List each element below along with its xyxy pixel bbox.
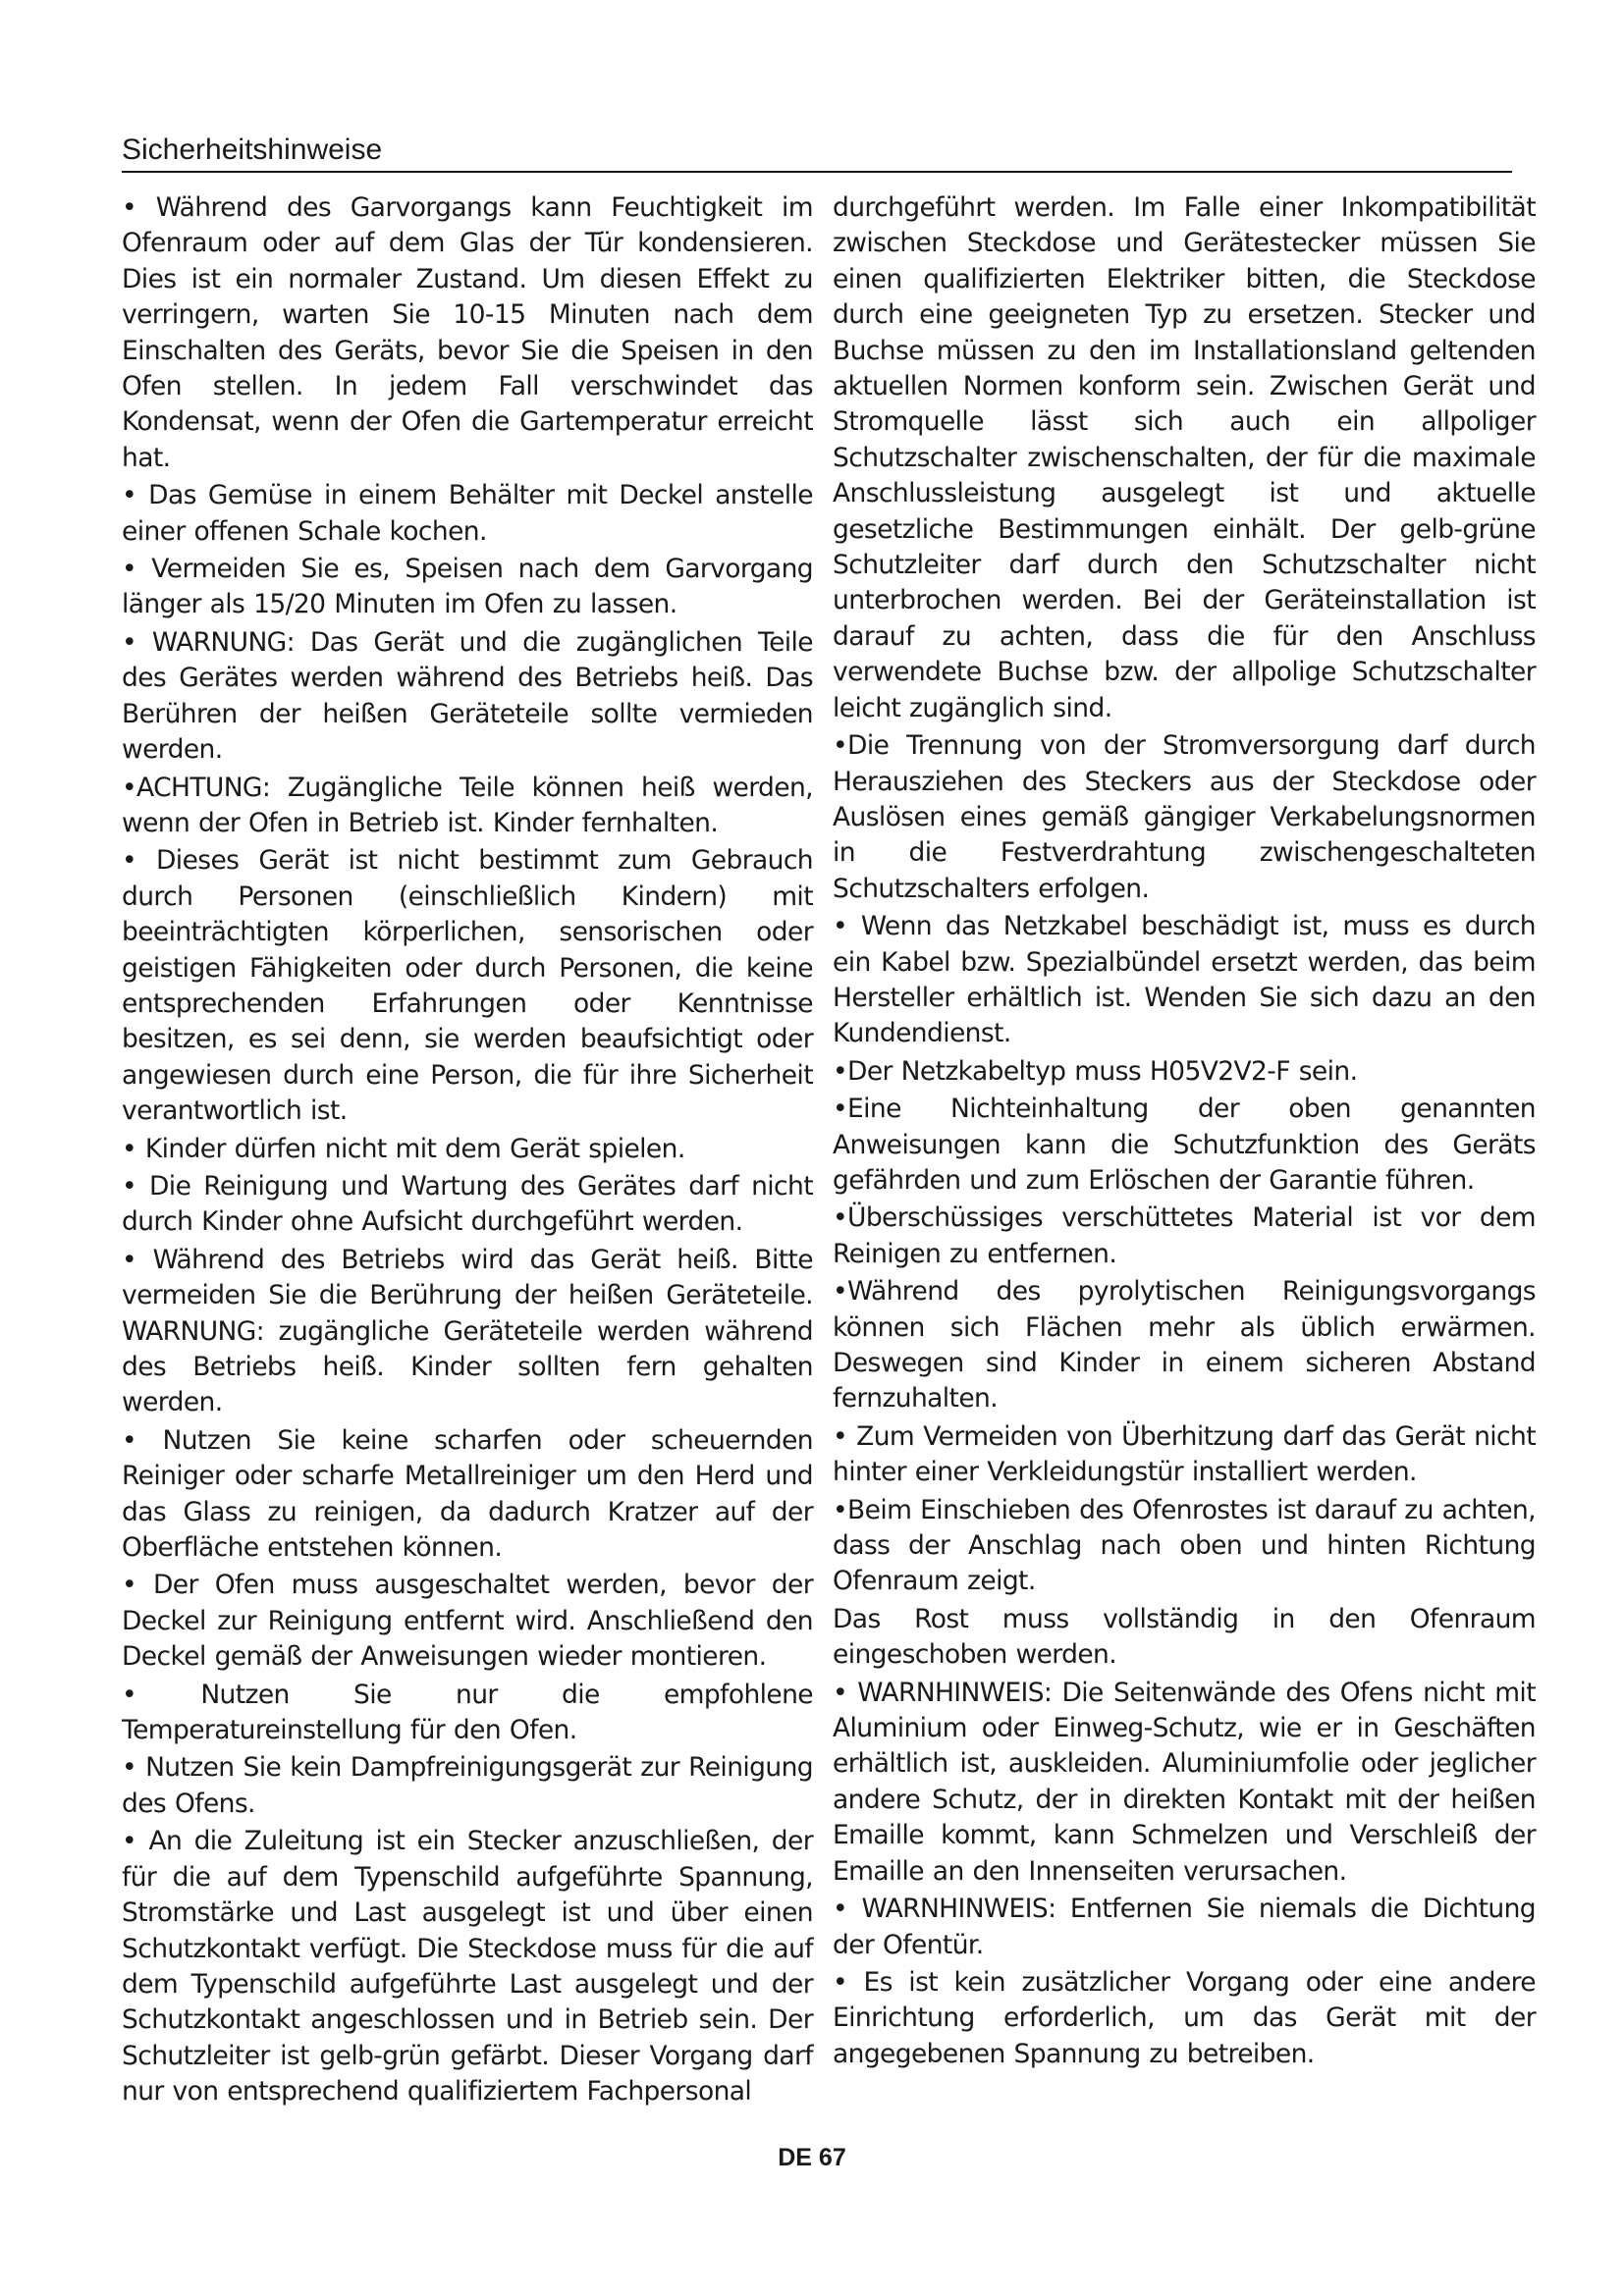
paragraph: • An die Zuleitung ist ein Stecker anzuschließen, der für die auf dem Typenschild aufgeführte Spannung, Stromstärke und Last ausgelegt ist und über einen Schutzkontakt verfügt. Die Steckdose muss für die auf dem Typenschild aufgeführte Last ausgelegt und der Schutzkontakt angeschlossen und in Betrieb sein. Der Schutzleiter ist gelb-grün gefärbt. Dieser Vorgang darf nur von entsprechend qualifiziertem Fachpersonal bbox=[122, 1826, 813, 2108]
paragraph: •ACHTUNG: Zugängliche Teile können heiß werden, wenn der Ofen in Betrieb ist. Kinder fernhalten. bbox=[122, 772, 813, 838]
paragraph: • Die Reinigung und Wartung des Gerätes darf nicht durch Kinder ohne Aufsicht durchgeführt werden. bbox=[122, 1170, 813, 1238]
paragraph: •Während des pyrolytischen Reinigungsvorgangs können sich Flächen mehr als üblich erwärmen. Deswegen sind Kinder in einem sicheren Abstand fernzuhalten. bbox=[833, 1276, 1536, 1415]
page-number: DE 67 bbox=[778, 2144, 846, 2171]
paragraph: • Während des Garvorgangs kann Feuchtigkeit im Ofenraum oder auf dem Glas der Tür kondensieren. Dies ist ein normaler Zustand. Um diesen Effekt zu verringern, warten Sie 10-15 Minuten nach dem Einschalten des Geräts, bevor Sie die Speisen in den Ofen stellen. In jedem Fall verschwindet das Kondensat, wenn der Ofen die Gartemperatur erreicht hat. bbox=[122, 192, 813, 473]
page-header bbox=[122, 133, 1512, 173]
paragraph: •Beim Einschieben des Ofenrostes ist darauf zu achten, dass der Anschlag nach oben und hinten Richtung Ofenraum zeigt. bbox=[833, 1494, 1536, 1597]
paragraph: • Es ist kein zusätzlicher Vorgang oder eine andere Einrichtung erforderlich, um das Gerät mit der angegebenen Spannung zu betreiben. bbox=[833, 1966, 1536, 2069]
page-title: Sicherheitshinweise bbox=[122, 133, 383, 166]
paragraph: • Während des Betriebs wird das Gerät heiß. Bitte vermeiden Sie die Berührung der heißen Geräteteile. WARNUNG: zugängliche Geräteteile werden während des Betriebs heiß. Kinder sollten fern gehalten werden. bbox=[122, 1244, 813, 1418]
paragraph: • Dieses Gerät ist nicht bestimmt zum Gebrauch durch Personen (einschließlich Kindern) mit beeinträchtigten körperlichen, sensorischen oder geistigen Fähigkeiten oder durch Personen, die keine entsprechenden Erfahrungen oder Kenntnisse besitzen, es sei denn, sie werden beaufsichtigt oder angewiesen durch eine Person, die für ihre Sicherheit verantwortlich ist. bbox=[122, 845, 813, 1127]
paragraph: • Das Gemüse in einem Behälter mit Deckel anstelle einer offenen Schale kochen. bbox=[122, 480, 813, 547]
paragraph: •Überschüssiges verschüttetes Material ist vor dem Reinigen zu entfernen. bbox=[833, 1202, 1536, 1269]
paragraph: • Vermeiden Sie es, Speisen nach dem Garvorgang länger als 15/20 Minuten im Ofen zu lassen. bbox=[122, 554, 813, 620]
paragraph: •Eine Nichteinhaltung der oben genannten Anweisungen kann die Schutzfunktion des Geräts gefährden und zum Erlöschen der Garantie führen. bbox=[833, 1094, 1536, 1196]
paragraph: • WARNHINWEIS: Die Seitenwände des Ofens nicht mit Aluminium oder Einweg-Schutz, wie er in Geschäften erhältlich ist, auskleiden. Aluminiumfolie oder jeglicher andere Schutz, der in direkten Kontakt mit der heißen Emaille kommt, kann Schmelzen und Verschleiß der Emaille an den Innenseiten verursachen. bbox=[833, 1677, 1536, 1887]
paragraph: Das Rost muss vollständig in den Ofenraum eingeschoben werden. bbox=[833, 1603, 1536, 1671]
paragraph: •Die Trennung von der Stromversorgung darf durch Herausziehen des Steckers aus der Steckdose oder Auslösen eines gemäß gängiger Verkabelungsnormen in die Festverdrahtung zwischengeschalteten Schutzschalters erfolgen. bbox=[833, 730, 1536, 904]
paragraph: •Der Netzkabeltyp muss H05V2V2-F sein. bbox=[833, 1055, 1358, 1087]
paragraph: • WARNHINWEIS: Entfernen Sie niemals die Dichtung der Ofentür. bbox=[833, 1894, 1536, 1960]
right-column bbox=[833, 190, 1536, 2074]
paragraph: durchgeführt werden. Im Falle einer Inkompatibilität zwischen Steckdose und Gerätestecker müssen Sie einen qualifizierten Elektriker bitten, die Steckdose durch eine geeigneten Typ zu ersetzen. Stecker und Buchse müssen zu den im Installationsland geltenden aktuellen Normen konform sein. Zwischen Gerät und Stromquelle lässt sich auch ein allpoliger Schutzschalter zwischenschalten, der für die maximale Anschlussleistung ausgelegt ist und aktuelle gesetzliche Bestimmungen einhält. Der gelb-grüne Schutzleiter darf durch den Schutzschalter nicht unterbrochen werden. Bei der Geräteinstallation ist darauf zu achten, dass die für den Anschluss verwendete Buchse bzw. der allpolige Schutzschalter leicht zugänglich sind. bbox=[833, 192, 1536, 723]
left-column bbox=[122, 190, 813, 2112]
paragraph: • Nutzen Sie nur die empfohlene Temperatureinstellung für den Ofen. bbox=[122, 1679, 813, 1746]
paragraph: • Der Ofen muss ausgeschaltet werden, bevor der Deckel zur Reinigung entfernt wird. Anschließend den Deckel gemäß der Anweisungen wieder montieren. bbox=[122, 1570, 813, 1673]
paragraph: • WARNUNG: Das Gerät und die zugänglichen Teile des Gerätes werden während des Betriebs heiß. Das Berühren der heißen Geräteteile sollte vermieden werden. bbox=[122, 626, 813, 766]
paragraph: • Zum Vermeiden von Überhitzung darf das Gerät nicht hinter einer Verkleidungstür installiert werden. bbox=[833, 1420, 1536, 1488]
paragraph: • Nutzen Sie keine scharfen oder scheuernden Reiniger oder scharfe Metallreiniger um den Herd und das Glass zu reinigen, da dadurch Kratzer auf der Oberfläche entstehen können. bbox=[122, 1424, 813, 1564]
paragraph: • Kinder dürfen nicht mit dem Gerät spielen. bbox=[122, 1133, 685, 1164]
paragraph: • Wenn das Netzkabel beschädigt ist, muss es durch ein Kabel bzw. Spezialbündel ersetzt werden, das beim Hersteller erhältlich ist. Wenden Sie sich dazu an den Kundendienst. bbox=[833, 911, 1536, 1049]
paragraph: • Nutzen Sie kein Dampfreinigungsgerät zur Reinigung des Ofens. bbox=[122, 1752, 813, 1819]
